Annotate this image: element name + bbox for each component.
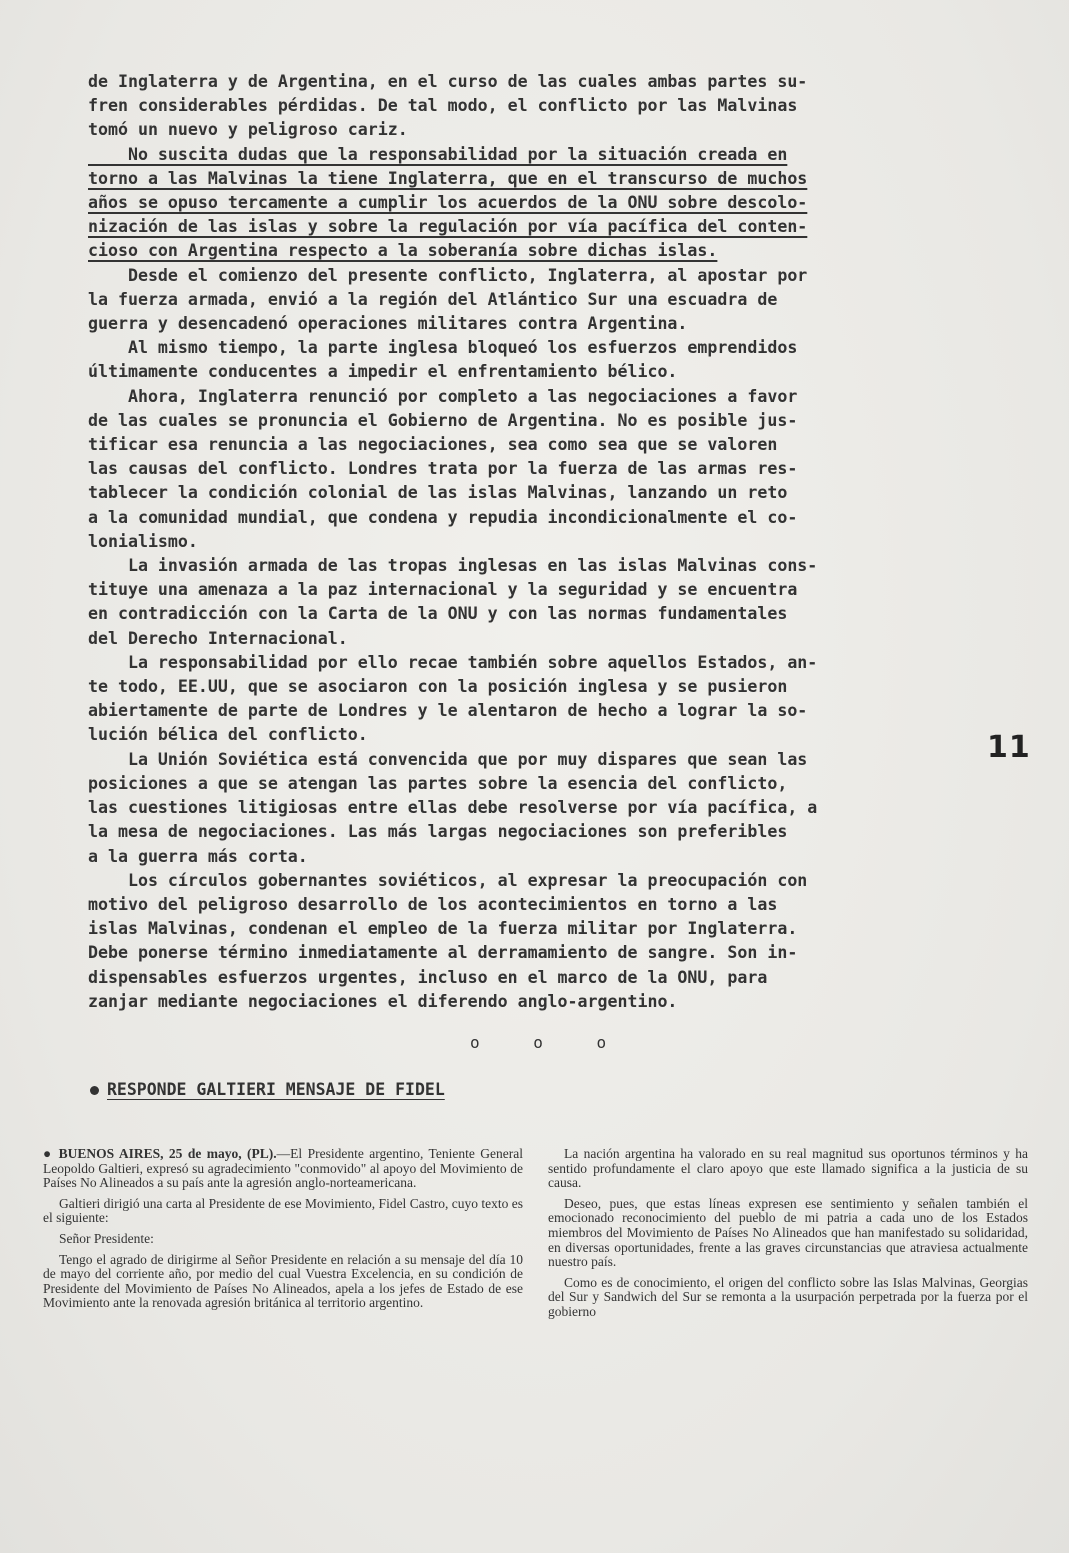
text-line: la mesa de negociaciones. Las más largas negociaciones son preferibles: [88, 822, 788, 842]
text-line: guerra y desencadenó operaciones militares contra Argentina.: [88, 314, 688, 334]
clipping-paragraph: [43, 1147, 523, 1191]
clipping-paragraph: [43, 1232, 523, 1247]
text-line: motivo del peligroso desarrollo de los acontecimientos en torno a las: [88, 894, 778, 914]
text-line: Desde el comienzo del presente conflicto, Inglaterra, al apostar por: [88, 265, 808, 285]
clipping-paragraph: [548, 1197, 1028, 1270]
clipping-text: Señor Presidente:: [59, 1230, 154, 1246]
section-separator: o o o: [470, 1033, 629, 1052]
typed-text-body: [88, 70, 958, 1014]
clipping-paragraph: [43, 1197, 523, 1226]
body-paragraph: [88, 869, 958, 1014]
body-paragraph: [88, 336, 958, 384]
text-line: Debe ponerse término inmediatamente al derramamiento de sangre. Son in-: [88, 943, 798, 963]
text-line: lonialismo.: [88, 531, 198, 551]
clipping-headline: [90, 1080, 445, 1099]
text-line: lución bélica del conflicto.: [88, 725, 368, 745]
text-line: de Inglaterra y de Argentina, en el curso de las cuales ambas partes su-: [88, 72, 808, 91]
text-line: No suscita dudas que la responsabilidad por la situación creada en: [88, 144, 788, 164]
headline-text: RESPONDE GALTIERI MENSAJE DE FIDEL: [107, 1080, 445, 1099]
clipping-text: Tengo el agrado de dirigirme al Señor Presidente en relación a su mensaje del día 10 de mayo del corriente año, por medio del cual Vuestra Excelencia, en su condición de Presidente del Movimiento de Países No Alineados, apela a los jefes de Estado de ese Movimiento ante la renovada agresión británica al territorio argentino.: [43, 1251, 523, 1311]
text-line: la fuerza armada, envió a la región del Atlántico Sur una escuadra de: [88, 289, 778, 309]
text-line: abiertamente de parte de Londres y le alentaron de hecho a lograr la so-: [88, 701, 808, 721]
clipping-text: Como es de conocimiento, el origen del conflicto sobre las Islas Malvinas, Georgias del Sur y Sandwich del Sur se remonta a la usurpación perpetrada por la fuerza por el gobierno: [548, 1274, 1028, 1319]
body-paragraph: [88, 748, 958, 869]
text-line: Los círculos gobernantes soviéticos, al expresar la preocupación con: [88, 870, 808, 890]
text-line: La Unión Soviética está convencida que por muy dispares que sean las: [88, 749, 808, 769]
text-line: tituye una amenaza a la paz internacional y la seguridad y se encuentra: [88, 580, 798, 600]
text-line: últimamente conducentes a impedir el enfrentamiento bélico.: [88, 362, 678, 382]
text-line: La responsabilidad por ello recae también sobre aquellos Estados, an-: [88, 652, 818, 672]
clipping-column-right: [548, 1147, 1028, 1326]
text-line: las cuestiones litigiosas entre ellas debe resolverse por vía pacífica, a: [88, 798, 818, 818]
text-line: nización de las islas y sobre la regulación por vía pacífica del conten-: [88, 217, 808, 237]
text-line: dispensables esfuerzos urgentes, incluso en el marco de la ONU, para: [88, 967, 768, 987]
text-line: fren considerables pérdidas. De tal modo, el conflicto por las Malvinas: [88, 96, 798, 116]
text-line: La invasión armada de las tropas inglesas en las islas Malvinas cons-: [88, 556, 818, 576]
body-paragraph: [88, 554, 958, 651]
text-line: años se opuso tercamente a cumplir los acuerdos de la ONU sobre descolo-: [88, 193, 808, 213]
text-line: te todo, EE.UU, que se asociaron con la posición inglesa y se pusieron: [88, 677, 788, 697]
clipping-text: La nación argentina ha valorado en su real magnitud sus oportunos términos y ha sentido profundamente el claro apoyo que este llamado significa a la justicia de su causa.: [548, 1146, 1028, 1191]
body-paragraph: [88, 143, 958, 264]
clipping-text: Galtieri dirigió una carta al Presidente de ese Movimiento, Fidel Castro, cuyo texto es el siguiente:: [43, 1195, 523, 1226]
text-line: tablecer la condición colonial de las islas Malvinas, lanzando un reto: [88, 483, 788, 503]
text-line: en contradicción con la Carta de la ONU y con las normas fundamentales: [88, 604, 788, 624]
text-line: a la comunidad mundial, que condena y repudia incondicionalmente el co-: [88, 507, 798, 527]
text-line: Al mismo tiempo, la parte inglesa bloqueó los esfuerzos emprendidos: [88, 338, 798, 358]
clipping-paragraph: [548, 1147, 1028, 1191]
text-line: cioso con Argentina respecto a la soberanía sobre dichas islas.: [88, 241, 718, 261]
text-line: posiciones a que se atengan las partes sobre la esencia del conflicto,: [88, 773, 788, 793]
text-line: a la guerra más corta.: [88, 846, 308, 866]
text-line: tificar esa renuncia a las negociaciones, sea como sea que se valoren: [88, 435, 778, 455]
body-paragraph: [88, 264, 958, 337]
clipping-text: Deseo, pues, que estas líneas expresen ese sentimiento y señalen también el emocionado reconocimiento del pueblo de mi patria a cada uno de los Estados miembros del Movimiento de Países No Alineados que han manifestado su solidaridad, en diversas oportunidades, frente a las graves circunstancias que atraviesa actualmente nuestro país.: [548, 1195, 1028, 1270]
clipping-paragraph: [548, 1276, 1028, 1320]
clipping-column-left: [43, 1147, 523, 1317]
dateline: ● BUENOS AIRES, 25 de mayo, (PL).: [43, 1146, 277, 1161]
page-number: 11: [987, 730, 1031, 765]
text-line: del Derecho Internacional.: [88, 628, 348, 648]
text-line: islas Malvinas, condenan el empleo de la fuerza militar por Inglaterra.: [88, 919, 798, 939]
text-line: Ahora, Inglaterra renunció por completo a las negociaciones a favor: [88, 386, 798, 406]
body-paragraph: [88, 651, 958, 748]
text-line: de las cuales se pronuncia el Gobierno de Argentina. No es posible jus-: [88, 410, 798, 430]
body-paragraph: [88, 70, 958, 143]
body-paragraph: [88, 385, 958, 554]
text-line: zanjar mediante negociaciones el diferendo anglo-argentino.: [88, 991, 678, 1011]
text-line: las causas del conflicto. Londres trata por la fuerza de las armas res-: [88, 459, 798, 479]
clipping-text: —El Presidente argentino, Teniente General Leopoldo Galtieri, expresó su agradecimiento "conmovido" al apoyo del Movimiento de Países No Alineados a su país ante la agresión anglo-norteamericana.: [43, 1146, 523, 1191]
text-line: torno a las Malvinas la tiene Inglaterra, que en el transcurso de muchos: [88, 168, 808, 188]
text-line: tomó un nuevo y peligroso cariz.: [88, 120, 408, 140]
bullet-icon: [90, 1086, 99, 1095]
clipping-paragraph: [43, 1253, 523, 1311]
